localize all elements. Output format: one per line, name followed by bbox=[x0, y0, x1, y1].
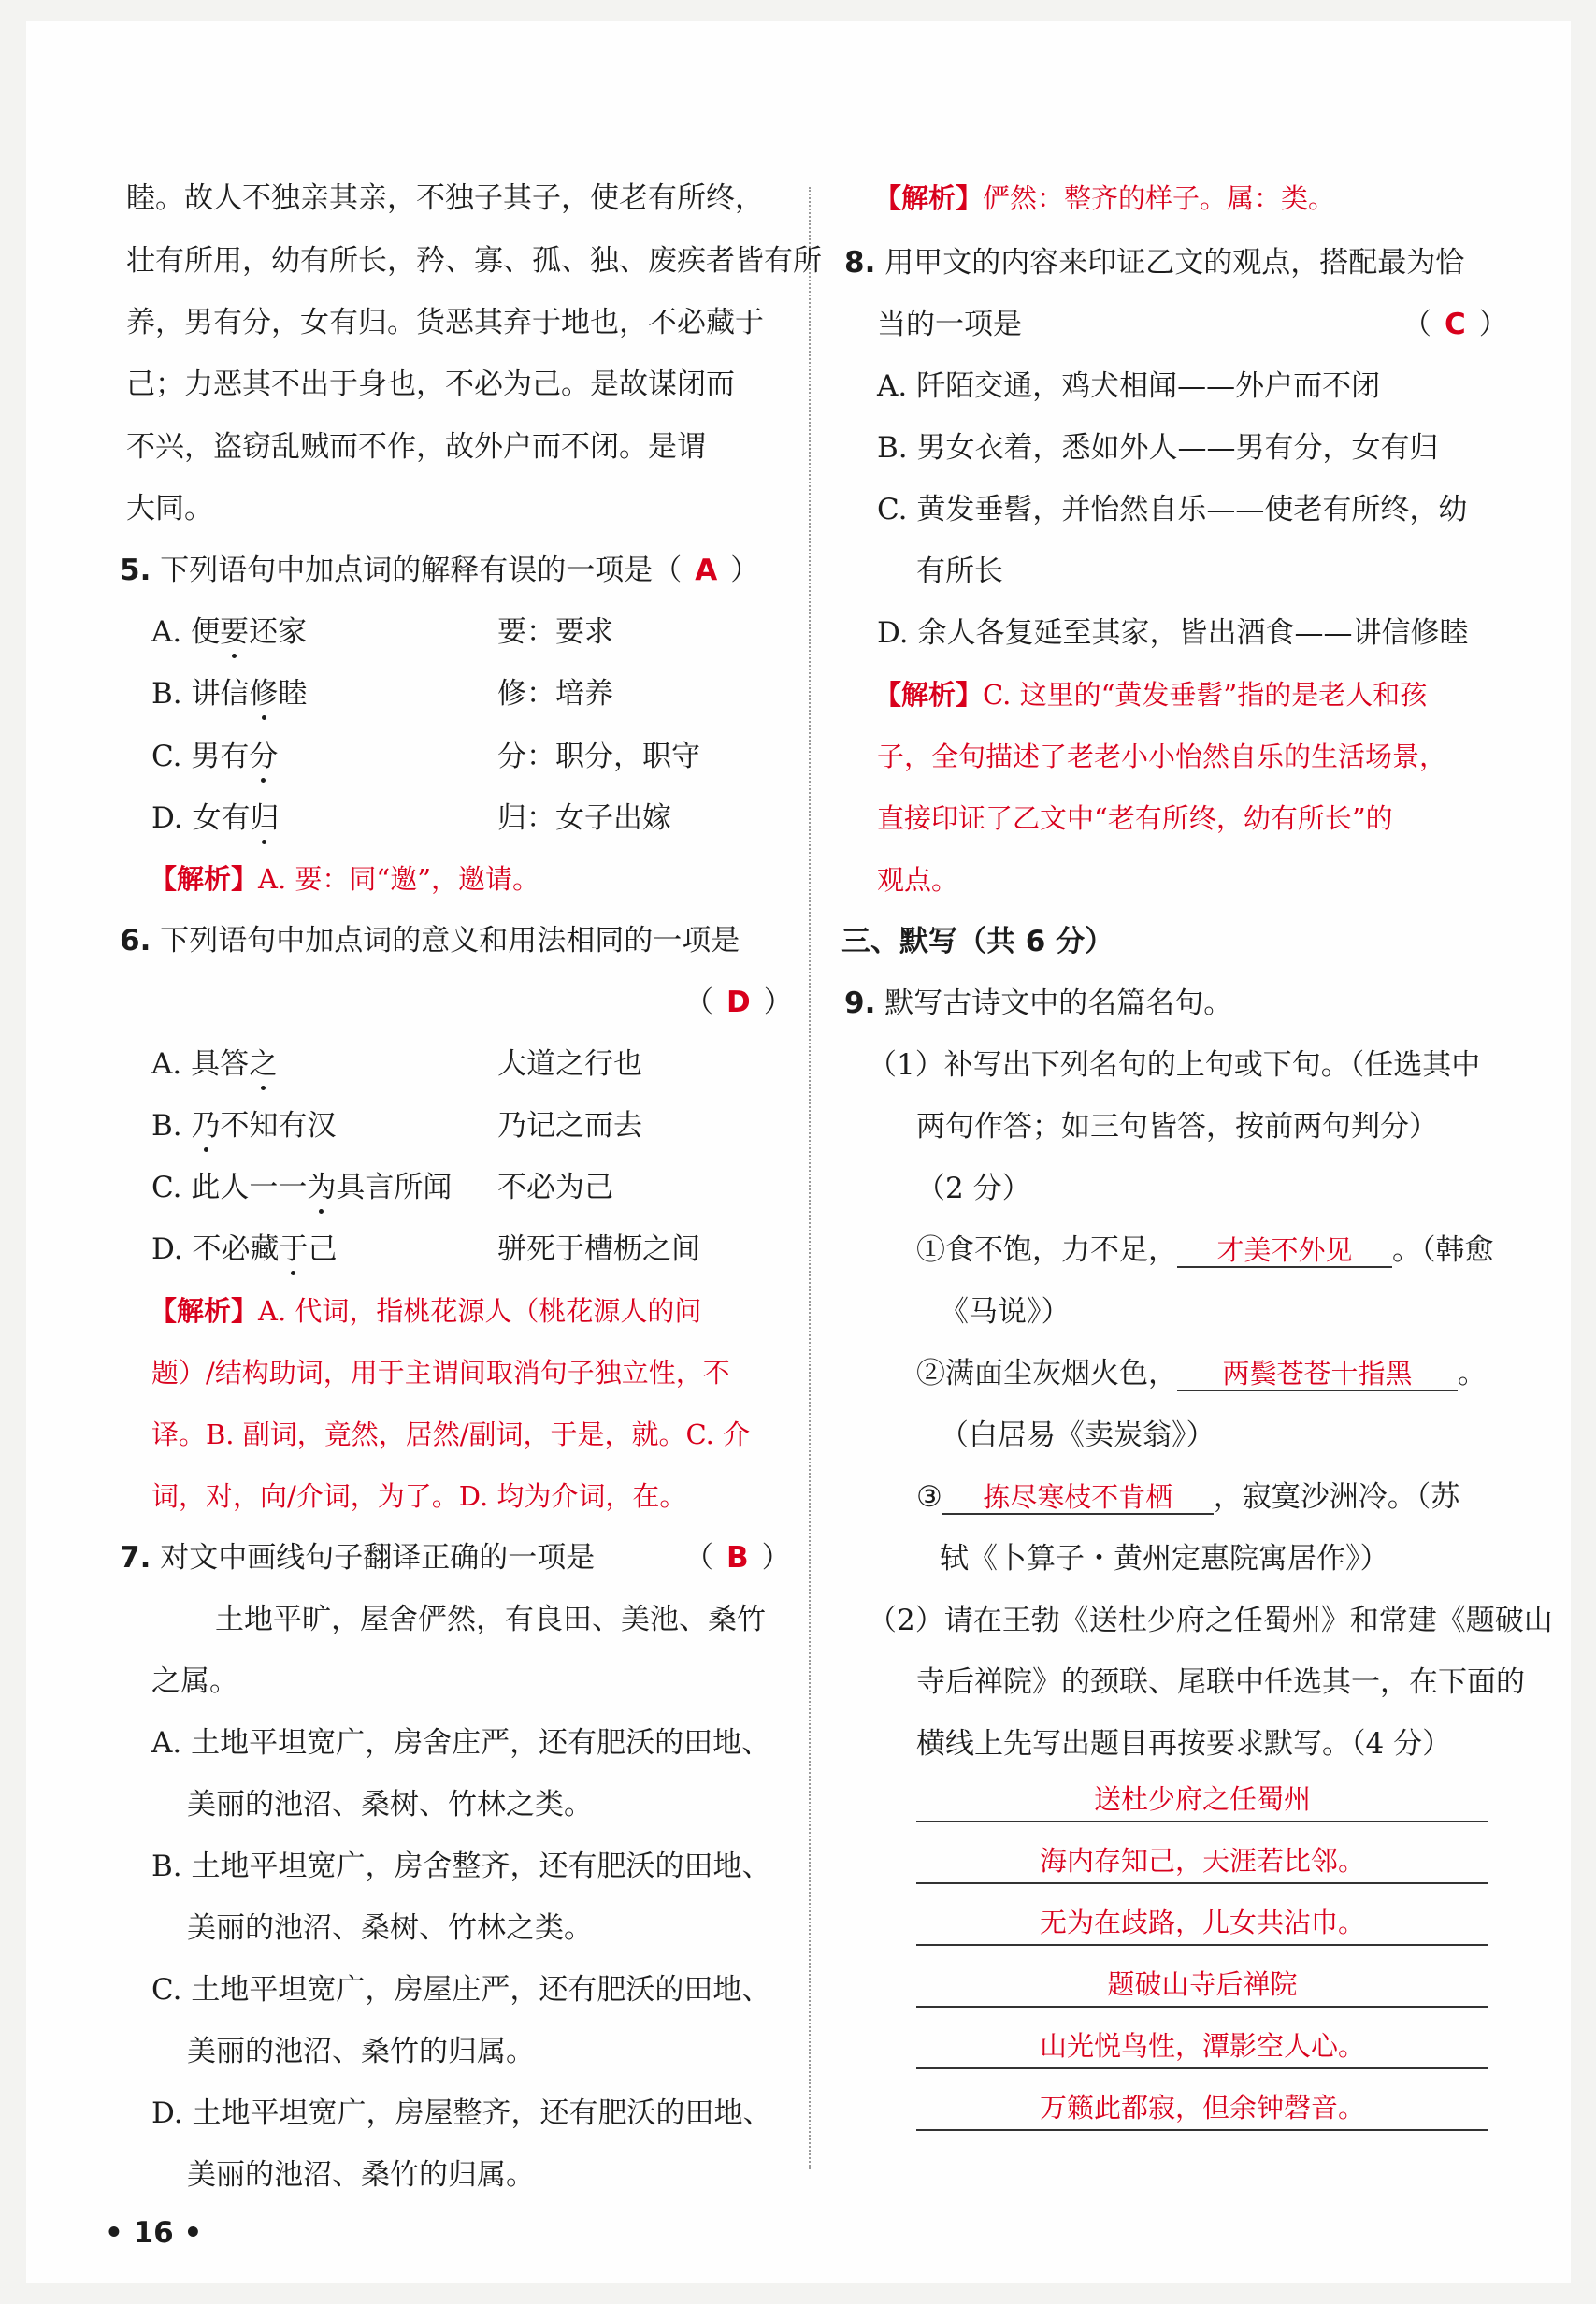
q9-item-1 bbox=[916, 1231, 1494, 1269]
q6-option-a-compare: 大道之行也 bbox=[497, 1047, 642, 1081]
question-number: 9. bbox=[844, 986, 876, 1020]
q5-analysis bbox=[150, 860, 539, 898]
q9-item-3 bbox=[916, 1478, 1459, 1516]
q5-option-d: D. 女有归 bbox=[151, 801, 280, 835]
emphasis-dot-char: 乃 bbox=[191, 1109, 221, 1143]
q7-option-d-line-1: D. 土地平坦宽广，房屋整齐，还有肥沃的田地、 bbox=[151, 2096, 772, 2130]
q7-analysis bbox=[874, 180, 1335, 217]
q7-quote-line-2: 之属。 bbox=[151, 1664, 238, 1698]
q9-item-2 bbox=[916, 1355, 1487, 1392]
emphasis-dot-char: 分 bbox=[249, 740, 279, 773]
q8-option-c-line-1: C. 黄发垂髫，并怡然自乐——使老有所终，幼 bbox=[877, 493, 1468, 526]
q8-option-a: A. 阡陌交通，鸡犬相闻——外户而不闭 bbox=[877, 369, 1381, 403]
item-suffix: 。（韩愈 bbox=[1392, 1233, 1494, 1267]
emphasis-dot-char: 修 bbox=[249, 677, 279, 711]
writing-line-2: 海内存知己，天涯若比邻。 bbox=[916, 1841, 1488, 1884]
q5-option-b-meaning: 修：培养 bbox=[497, 677, 613, 711]
passage-line-1: 睦。故人不独亲其亲，不独子其子，使老有所终， bbox=[126, 181, 764, 215]
q7-option-d-line-2: 美丽的池沼、桑竹的归属。 bbox=[187, 2158, 535, 2192]
q7-option-b-line-2: 美丽的池沼、桑树、竹林之类。 bbox=[187, 1911, 593, 1945]
passage-line-5: 不兴，盗窃乱贼而不作，故外户而不闭。是谓 bbox=[126, 430, 706, 464]
q5-option-a-meaning: 要：要求 bbox=[497, 615, 613, 649]
paren-open: （ bbox=[684, 986, 713, 1019]
q6-option-d-compare: 骈死于槽枥之间 bbox=[497, 1232, 700, 1266]
q5-option-c: C. 男有分 bbox=[151, 740, 279, 773]
fill-blank-3: 拣尽寒枝不肯栖 bbox=[942, 1481, 1214, 1515]
q8-analysis-line-3: 直接印证了乙文中“老有所终，幼有所长”的 bbox=[877, 802, 1393, 834]
q7-option-a-line-1: A. 土地平坦宽广，房舍庄严，还有肥沃的田地、 bbox=[151, 1726, 771, 1760]
item-prefix: ①食不饱，力不足， bbox=[916, 1233, 1177, 1267]
passage-line-3: 养，男有分，女有归。货恶其弃于地也，不必藏于 bbox=[126, 306, 764, 339]
q6-option-d: D. 不必藏于己 bbox=[151, 1232, 338, 1266]
question-stem-line-1: 用甲文的内容来印证乙文的观点，搭配最为恰 bbox=[884, 246, 1465, 280]
analysis-tag: 【解析】 bbox=[150, 1295, 259, 1327]
question-stem: 对文中画线句子翻译正确的一项是 bbox=[160, 1541, 596, 1575]
fill-blank-2: 两鬓苍苍十指黑 bbox=[1177, 1358, 1458, 1391]
question-number: 5. bbox=[120, 554, 151, 587]
q7-option-b-line-1: B. 土地平坦宽广，房舍整齐，还有肥沃的田地、 bbox=[151, 1850, 771, 1883]
paren-close: ） bbox=[761, 1541, 791, 1575]
column-divider bbox=[809, 187, 811, 2169]
question-7 bbox=[120, 1539, 595, 1577]
writing-line-3: 无为在歧路，儿女共沾巾。 bbox=[916, 1903, 1488, 1946]
analysis-tag: 【解析】 bbox=[874, 182, 984, 214]
paren-close: ） bbox=[1478, 308, 1508, 341]
writing-line-5: 山光悦鸟性，潭影空人心。 bbox=[916, 2026, 1488, 2069]
q8-analysis-line-2: 子，全句描述了老老小小怡然自乐的生活场景， bbox=[877, 741, 1447, 772]
item-prefix: ②满面尘灰烟火色， bbox=[916, 1357, 1177, 1390]
writing-line-6: 万籁此都寂，但余钟磬音。 bbox=[916, 2088, 1488, 2131]
q5-option-c-meaning: 分：职分，职守 bbox=[497, 740, 700, 773]
fill-blank-1: 才美不外见 bbox=[1177, 1234, 1392, 1268]
analysis-text: 俨然：整齐的样子。属：类。 bbox=[983, 182, 1336, 214]
emphasis-dot-char: 为 bbox=[307, 1171, 337, 1204]
answer-letter: C bbox=[1445, 308, 1466, 341]
q9-part2-line-3: 横线上先写出题目再按要求默写。（4 分） bbox=[916, 1727, 1452, 1761]
q5-option-d-meaning: 归：女子出嫁 bbox=[497, 801, 671, 835]
q9-part1-line-3: （2 分） bbox=[916, 1172, 1031, 1205]
q6-option-c-compare: 不必为己 bbox=[497, 1171, 613, 1204]
item-suffix: ，寂寞沙洲冷。（苏 bbox=[1213, 1480, 1460, 1514]
section-3-heading: 三、默写（共 6 分） bbox=[841, 925, 1114, 958]
item-prefix: ③ bbox=[916, 1480, 942, 1514]
q7-option-a-line-2: 美丽的池沼、桑树、竹林之类。 bbox=[187, 1788, 593, 1822]
q8-option-d: D. 余人各复延至其家，皆出酒食——讲信修睦 bbox=[877, 616, 1469, 650]
q8-analysis-line-4: 观点。 bbox=[877, 864, 959, 896]
question-number: 8. bbox=[844, 246, 876, 280]
analysis-text: A. 要：同“邀”，邀请。 bbox=[258, 863, 540, 895]
q9-part2-line-1: （2）请在王勃《送杜少府之任蜀州》和常建《题破山 bbox=[868, 1604, 1553, 1637]
paren-close: ） bbox=[730, 554, 760, 587]
q9-part2-line-2: 寺后禅院》的颈联、尾联中任选其一，在下面的 bbox=[916, 1665, 1525, 1699]
q7-quote-line-1: 土地平旷，屋舍俨然，有良田、美池、桑竹 bbox=[215, 1603, 766, 1636]
writing-line-1: 送杜少府之任蜀州 bbox=[916, 1779, 1488, 1822]
q9-item-3-source: 轼《卜算子・黄州定惠院寓居作》） bbox=[940, 1542, 1389, 1576]
emphasis-dot-char: 之 bbox=[249, 1047, 279, 1081]
passage-line-2: 壮有所用，幼有所长，矜、寡、孤、独、废疾者皆有所 bbox=[126, 244, 822, 278]
q6-option-b: B. 乃不知有汉 bbox=[151, 1109, 337, 1143]
question-stem: 下列语句中加点词的解释有误的一项是 bbox=[160, 554, 654, 587]
question-6 bbox=[120, 922, 740, 959]
paren-open: （ bbox=[653, 554, 683, 587]
passage-line-6: 大同。 bbox=[126, 492, 213, 526]
passage-line-4: 己；力恶其不出于身也，不必为己。是故谋闭而 bbox=[126, 367, 735, 401]
q8-option-c-line-2: 有所长 bbox=[916, 554, 1003, 588]
q9-item-1-source: 《马说》） bbox=[940, 1295, 1071, 1329]
question-8-stem-line-2: 当的一项是 bbox=[877, 308, 1022, 341]
q8-answer-paren bbox=[1402, 306, 1508, 343]
q9-part1-line-1: （1）补写出下列名句的上句或下句。（任选其中 bbox=[868, 1048, 1481, 1082]
q7-answer-paren bbox=[684, 1539, 791, 1577]
q8-analysis-line-1 bbox=[874, 676, 1427, 713]
question-number: 7. bbox=[120, 1541, 151, 1575]
paren-open: （ bbox=[1402, 308, 1431, 341]
answer-letter: A bbox=[695, 554, 718, 587]
q6-option-b-compare: 乃记之而去 bbox=[497, 1109, 642, 1143]
q6-analysis-line-3: 译。B. 副词，竟然，居然/副词，于是，就。C. 介 bbox=[151, 1418, 751, 1450]
q7-option-c-line-2: 美丽的池沼、桑竹的归属。 bbox=[187, 2035, 535, 2068]
analysis-tag: 【解析】 bbox=[874, 679, 984, 711]
question-stem: 下列语句中加点词的意义和用法相同的一项是 bbox=[160, 924, 740, 958]
q7-option-c-line-1: C. 土地平坦宽广，房屋庄严，还有肥沃的田地、 bbox=[151, 1973, 771, 2007]
answer-paren bbox=[653, 554, 759, 587]
answer-letter: D bbox=[726, 986, 751, 1019]
q6-option-a: A. 具答之 bbox=[151, 1047, 279, 1081]
analysis-tag: 【解析】 bbox=[150, 863, 259, 895]
q5-option-b: B. 讲信修睦 bbox=[151, 677, 308, 711]
q6-answer-paren bbox=[684, 984, 793, 1021]
q6-analysis-line-1 bbox=[150, 1292, 701, 1330]
q9-item-2-source: （白居易《卖炭翁》） bbox=[940, 1418, 1215, 1452]
q9-part1-line-2: 两句作答；如三句皆答，按前两句判分） bbox=[916, 1110, 1438, 1144]
q6-analysis-line-4: 词，对，向/介词，为了。D. 均为介词，在。 bbox=[151, 1480, 687, 1512]
question-5 bbox=[120, 552, 759, 589]
question-stem: 默写古诗文中的名篇名句。 bbox=[884, 986, 1233, 1020]
emphasis-dot-char: 要 bbox=[220, 615, 250, 649]
paren-close: ） bbox=[763, 986, 793, 1019]
q8-option-b: B. 男女衣着，悉如外人——男有分，女有归 bbox=[877, 431, 1439, 465]
emphasis-dot-char: 于 bbox=[279, 1232, 309, 1266]
question-9 bbox=[844, 985, 1232, 1022]
item-suffix: 。 bbox=[1458, 1357, 1487, 1390]
q6-option-c: C. 此人一一为具言所闻 bbox=[151, 1171, 453, 1204]
q5-option-a: A. 便要还家 bbox=[151, 615, 308, 649]
question-8 bbox=[844, 244, 1464, 281]
question-number: 6. bbox=[120, 924, 151, 958]
page-number: • 16 • bbox=[105, 2216, 203, 2250]
q6-analysis-line-2: 题）/结构助词，用于主谓间取消句子独立性，不 bbox=[151, 1357, 730, 1389]
emphasis-dot-char: 归 bbox=[250, 801, 280, 835]
analysis-text: A. 代词，指桃花源人（桃花源人的问 bbox=[258, 1295, 702, 1327]
answer-letter: B bbox=[726, 1541, 749, 1575]
paren-open: （ bbox=[684, 1541, 713, 1575]
analysis-text: C. 这里的“黄发垂髫”指的是老人和孩 bbox=[983, 679, 1428, 711]
writing-line-4: 题破山寺后禅院 bbox=[916, 1965, 1488, 2008]
